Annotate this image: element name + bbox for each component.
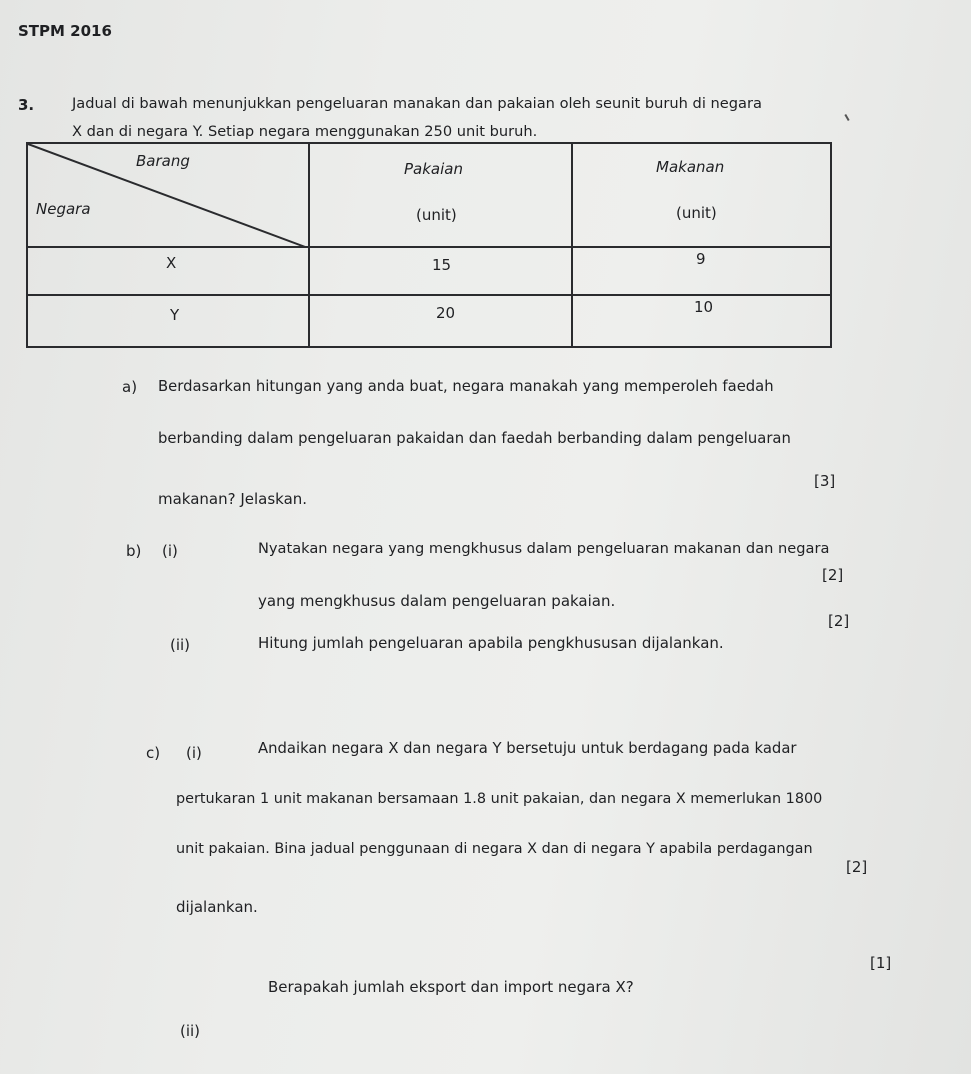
corner-header-barang: Barang [136,152,190,170]
question-intro-line-2: X dan di negara Y. Setiap negara menggunakan 250 unit buruh. [72,123,538,140]
part-b-i-line-2: yang mengkhusus dalam pengeluaran pakaian. [258,592,616,610]
part-a-line-1: Berdasarkan hitungan yang anda buat, negara manakah yang memperoleh faedah [158,378,774,395]
part-b-i-line-1: Nyatakan negara yang mengkhusus dalam pengeluaran makanan dan negara [258,540,830,557]
col-header-pakaian: Pakaian [404,160,463,178]
col-unit-makanan: (unit) [676,204,717,222]
part-b-ii-marks: [2] [828,612,850,630]
part-c-i-line-4: dijalankan. [176,898,258,916]
column-divider-1 [308,144,310,346]
part-c-i-line-3: unit pakaian. Bina jadual penggunaan di negara X dan di negara Y apabila perdagangan [176,841,813,857]
part-b-ii-line-1: Hitung jumlah pengeluaran apabila pengkhususan dijalankan. [258,634,724,652]
row-divider-2 [28,294,830,296]
part-c-i-marks: [2] [846,858,868,876]
col-header-makanan: Makanan [656,158,725,176]
part-c-i-line-2: pertukaran 1 unit makanan bersamaan 1.8 unit pakaian, dan negara X memerlukan 1800 [176,791,823,807]
column-divider-2 [571,144,573,346]
production-table [26,142,832,348]
row-country-x: X [166,254,177,272]
part-a-line-3: makanan? Jelaskan. [158,490,308,508]
row-y-makanan: 10 [694,298,714,316]
part-a-label: a) [122,378,138,396]
row-x-pakaian: 15 [432,256,452,274]
part-c-ii-label: (ii) [180,1022,201,1040]
part-b-label: b) [126,542,142,560]
row-y-pakaian: 20 [436,304,456,322]
part-b-i-marks: [2] [822,566,844,584]
part-c-label: c) [146,744,161,762]
exam-title: STPM 2016 [18,22,112,40]
part-c-i-line-1: Andaikan negara X dan negara Y bersetuju untuk berdagang pada kadar [258,740,797,757]
part-b-i-label: (i) [162,542,178,560]
col-unit-pakaian: (unit) [416,206,457,224]
row-country-y: Y [170,306,180,324]
part-a-line-2: berbanding dalam pengeluaran pakaidan dan faedah berbanding dalam pengeluaran [158,430,791,447]
part-a-marks: [3] [814,472,836,490]
question-intro-line-1: Jadual di bawah menunjukkan pengeluaran manakan dan pakaian oleh seunit buruh di negara [72,95,762,112]
part-c-ii-marks: [1] [870,954,892,972]
row-x-makanan: 9 [696,250,706,268]
row-divider-1 [28,246,830,248]
part-c-ii-line-1: Berapakah jumlah eksport dan import negara X? [268,978,634,996]
question-number: 3. [18,96,35,114]
pen-mark [844,114,849,121]
part-b-ii-label: (ii) [170,636,191,654]
part-c-i-label: (i) [186,744,202,762]
corner-header-negara: Negara [36,200,91,218]
